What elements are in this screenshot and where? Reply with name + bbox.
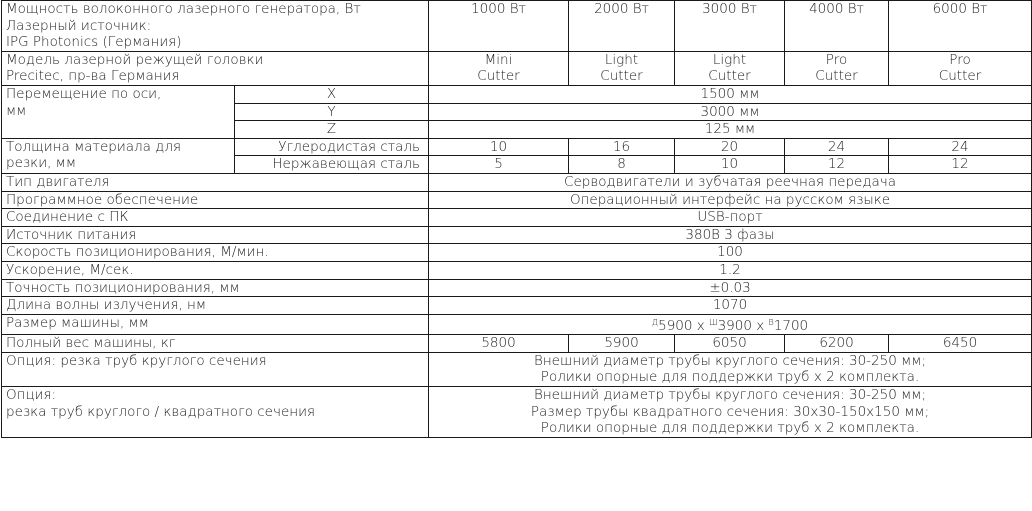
software-label: Программное обеспечение [2, 191, 429, 209]
stainless-thickness: 10 [675, 156, 785, 174]
row-power [2, 1, 1032, 52]
option2-label: Опция: резка труб круглого / квадратного сечения [2, 387, 429, 438]
axis-z-label: Z [235, 121, 429, 139]
axis-z-value: 125 мм [429, 121, 1032, 139]
specs-table [1, 0, 1032, 438]
stainless-thickness: 5 [429, 156, 569, 174]
carbon-thickness: 16 [569, 138, 675, 156]
weight-value: 6050 [675, 335, 785, 353]
accuracy-value: ±0.03 [429, 279, 1032, 297]
power-supply-label: Источник питания [2, 226, 429, 244]
size-label: Размер машины, мм [2, 314, 429, 335]
motor-value: Серводвигатели и зубчатая реечная передача [429, 173, 1032, 191]
software-value: Операционный интерфейс на русском языке [429, 191, 1032, 209]
carbon-thickness: 10 [429, 138, 569, 156]
axis-y-label: Y [235, 103, 429, 121]
row-travel-x [2, 85, 1032, 103]
power-value: 3000 Вт [675, 1, 785, 52]
row-software [2, 191, 1032, 209]
row-speed [2, 244, 1032, 262]
row-motor [2, 173, 1032, 191]
carbon-thickness: 24 [785, 138, 889, 156]
head-model: Pro Cutter [889, 51, 1032, 85]
carbon-thickness: 20 [675, 138, 785, 156]
axis-x-label: X [235, 85, 429, 103]
axis-y-value: 3000 мм [429, 103, 1032, 121]
stainless-thickness: 12 [889, 156, 1032, 174]
row-weight [2, 335, 1032, 353]
power-supply-value: 380В 3 фазы [429, 226, 1032, 244]
power-value: 2000 Вт [569, 1, 675, 52]
weight-value: 5800 [429, 335, 569, 353]
row-wavelength [2, 297, 1032, 315]
power-value: 4000 Вт [785, 1, 889, 52]
travel-label: Перемещение по оси, мм [2, 85, 235, 138]
size-value: $^Д$5900 х $^Ш$3900 х $^В$1700 [429, 314, 1032, 335]
option2-value: Внешний диаметр трубы круглого сечения: 30-250 мм; Размер трубы квадратного сечения: 30х30-150х150 мм; Ролики опорные для поддержки труб х 2 комплекта. [429, 387, 1032, 438]
row-accuracy [2, 279, 1032, 297]
head-label: Модель лазерной режущей головки Precitec, пр-ва Германия [2, 51, 429, 85]
head-model: Light Cutter [569, 51, 675, 85]
weight-value: 6450 [889, 335, 1032, 353]
row-connection [2, 209, 1032, 227]
row-power-supply [2, 226, 1032, 244]
power-value: 1000 Вт [429, 1, 569, 52]
option1-value: Внешний диаметр трубы круглого сечения: 30-250 мм; Ролики опорные для поддержки труб х 2 комплекта. [429, 352, 1032, 386]
row-option-round-tubes [2, 352, 1032, 386]
axis-x-value: 1500 мм [429, 85, 1032, 103]
power-value: 6000 Вт [889, 1, 1032, 52]
row-option-round-square-tubes [2, 387, 1032, 438]
row-thickness-carbon [2, 138, 1032, 156]
row-cutting-head [2, 51, 1032, 85]
wavelength-label: Длина волны излучения, нм [2, 297, 429, 315]
stainless-thickness: 12 [785, 156, 889, 174]
stainless-thickness: 8 [569, 156, 675, 174]
row-size [2, 314, 1032, 335]
weight-value: 6200 [785, 335, 889, 353]
head-model: Mini Cutter [429, 51, 569, 85]
acceleration-label: Ускорение, М/сек. [2, 261, 429, 279]
motor-label: Тип двигателя [2, 173, 429, 191]
acceleration-value: 1.2 [429, 261, 1032, 279]
accuracy-label: Точность позиционирования, мм [2, 279, 429, 297]
option1-label: Опция: резка труб круглого сечения [2, 352, 429, 386]
stainless-steel-label: Нержавеющая сталь [235, 156, 429, 174]
thickness-label: Толщина материала для резки, мм [2, 138, 235, 173]
carbon-thickness: 24 [889, 138, 1032, 156]
speed-value: 100 [429, 244, 1032, 262]
wavelength-value: 1070 [429, 297, 1032, 315]
speed-label: Скорость позиционирования, М/мин. [2, 244, 429, 262]
row-acceleration [2, 261, 1032, 279]
power-label: Мощность волоконного лазерного генератора, Вт Лазерный источник: IPG Photonics (Германия) [2, 1, 429, 52]
connection-label: Соединение с ПК [2, 209, 429, 227]
weight-value: 5900 [569, 335, 675, 353]
head-model: Light Cutter [675, 51, 785, 85]
connection-value: USB-порт [429, 209, 1032, 227]
head-model: Pro Cutter [785, 51, 889, 85]
weight-label: Полный вес машины, кг [2, 335, 429, 353]
carbon-steel-label: Углеродистая сталь [235, 138, 429, 156]
